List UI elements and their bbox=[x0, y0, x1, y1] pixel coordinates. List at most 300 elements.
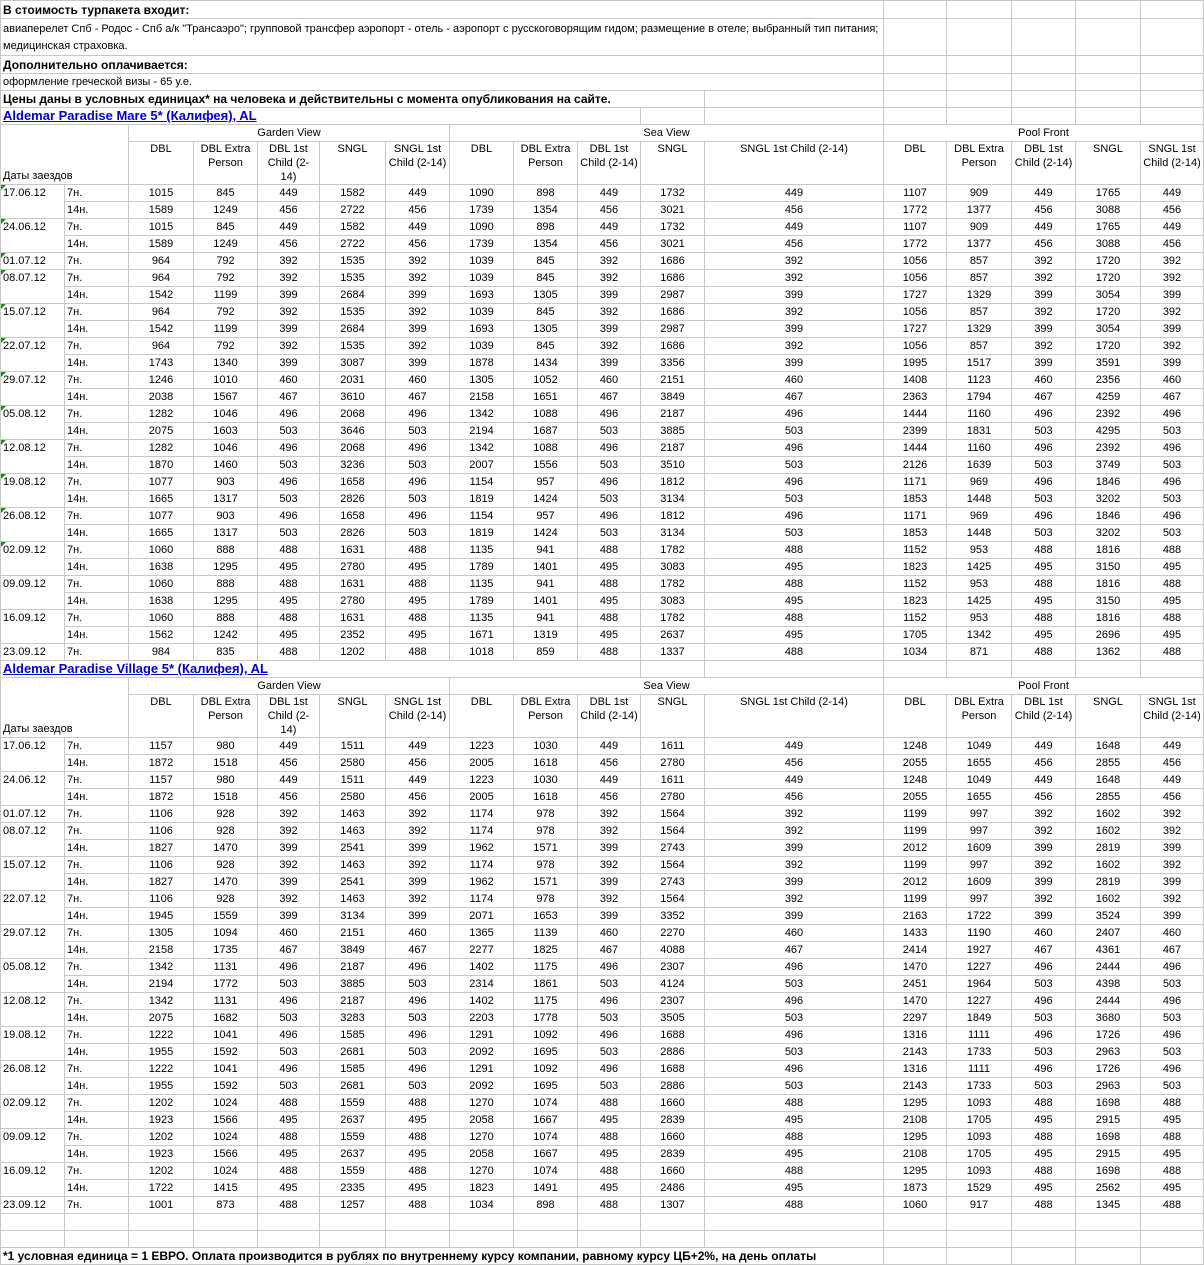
price-cell[interactable]: 1872 bbox=[129, 789, 194, 806]
price-cell[interactable]: 1074 bbox=[514, 1095, 578, 1112]
price-cell[interactable]: 1559 bbox=[320, 1095, 386, 1112]
price-cell[interactable]: 1106 bbox=[129, 806, 194, 823]
price-cell[interactable]: 1819 bbox=[450, 491, 514, 508]
empty-cell[interactable] bbox=[947, 108, 1012, 125]
price-cell[interactable]: 3088 bbox=[1076, 202, 1141, 219]
price-cell[interactable]: 456 bbox=[1012, 755, 1076, 772]
price-cell[interactable]: 3021 bbox=[641, 236, 705, 253]
price-cell[interactable]: 1955 bbox=[129, 1044, 194, 1061]
price-cell[interactable]: 449 bbox=[386, 738, 450, 755]
price-cell[interactable]: 1732 bbox=[641, 219, 705, 236]
price-cell[interactable]: 392 bbox=[1141, 270, 1204, 287]
price-cell[interactable]: 1365 bbox=[450, 925, 514, 942]
price-cell[interactable]: 2297 bbox=[884, 1010, 947, 1027]
price-cell[interactable]: 1342 bbox=[129, 959, 194, 976]
empty-cell[interactable] bbox=[884, 56, 947, 74]
price-cell[interactable]: 2855 bbox=[1076, 789, 1141, 806]
price-cell[interactable]: 449 bbox=[1141, 772, 1204, 789]
price-cell[interactable]: 392 bbox=[1012, 806, 1076, 823]
price-cell[interactable]: 2580 bbox=[320, 789, 386, 806]
price-cell[interactable]: 1111 bbox=[947, 1061, 1012, 1078]
price-cell[interactable]: 488 bbox=[705, 1095, 884, 1112]
price-cell[interactable]: 941 bbox=[514, 576, 578, 593]
price-cell[interactable]: 1695 bbox=[514, 1078, 578, 1095]
price-cell[interactable]: 399 bbox=[705, 287, 884, 304]
price-cell[interactable]: 503 bbox=[1141, 491, 1204, 508]
price-cell[interactable]: 399 bbox=[1141, 355, 1204, 372]
price-cell[interactable]: 449 bbox=[705, 772, 884, 789]
price-cell[interactable]: 503 bbox=[578, 976, 641, 993]
empty-cell[interactable] bbox=[1076, 56, 1141, 74]
price-cell[interactable]: 1305 bbox=[514, 321, 578, 338]
price-cell[interactable]: 1377 bbox=[947, 202, 1012, 219]
price-cell[interactable]: 1592 bbox=[194, 1044, 258, 1061]
price-cell[interactable]: 392 bbox=[1012, 857, 1076, 874]
price-cell[interactable]: 1853 bbox=[884, 525, 947, 542]
price-cell[interactable]: 1024 bbox=[194, 1163, 258, 1180]
price-cell[interactable]: 503 bbox=[1141, 525, 1204, 542]
price-cell[interactable]: 2915 bbox=[1076, 1146, 1141, 1163]
price-cell[interactable]: 495 bbox=[705, 1146, 884, 1163]
price-cell[interactable]: 873 bbox=[194, 1197, 258, 1214]
price-cell[interactable]: 503 bbox=[705, 491, 884, 508]
empty-cell[interactable] bbox=[884, 1248, 947, 1265]
price-cell[interactable]: 2681 bbox=[320, 1078, 386, 1095]
price-cell[interactable]: 1648 bbox=[1076, 772, 1141, 789]
price-cell[interactable]: 1018 bbox=[450, 644, 514, 661]
price-cell[interactable]: 503 bbox=[1012, 1010, 1076, 1027]
price-cell[interactable]: 399 bbox=[386, 874, 450, 891]
price-cell[interactable]: 496 bbox=[705, 406, 884, 423]
price-cell[interactable]: 1682 bbox=[194, 1010, 258, 1027]
price-cell[interactable]: 399 bbox=[705, 355, 884, 372]
price-cell[interactable]: 399 bbox=[1141, 874, 1204, 891]
price-cell[interactable]: 997 bbox=[947, 806, 1012, 823]
price-cell[interactable]: 1448 bbox=[947, 525, 1012, 542]
price-cell[interactable]: 495 bbox=[258, 627, 320, 644]
price-cell[interactable]: 2826 bbox=[320, 491, 386, 508]
price-cell[interactable]: 1056 bbox=[884, 338, 947, 355]
price-cell[interactable]: 488 bbox=[1141, 542, 1204, 559]
price-cell[interactable]: 392 bbox=[578, 304, 641, 321]
price-cell[interactable]: 496 bbox=[258, 406, 320, 423]
price-cell[interactable]: 1535 bbox=[320, 253, 386, 270]
price-cell[interactable]: 2696 bbox=[1076, 627, 1141, 644]
price-cell[interactable]: 503 bbox=[705, 457, 884, 474]
price-cell[interactable]: 3083 bbox=[641, 559, 705, 576]
price-cell[interactable]: 1092 bbox=[514, 1061, 578, 1078]
price-cell[interactable]: 503 bbox=[705, 1044, 884, 1061]
price-cell[interactable]: 488 bbox=[1012, 576, 1076, 593]
price-cell[interactable]: 1175 bbox=[514, 993, 578, 1010]
price-cell[interactable]: 1562 bbox=[129, 627, 194, 644]
price-cell[interactable]: 488 bbox=[386, 644, 450, 661]
price-cell[interactable]: 984 bbox=[129, 644, 194, 661]
price-cell[interactable]: 449 bbox=[1141, 219, 1204, 236]
price-cell[interactable]: 1425 bbox=[947, 559, 1012, 576]
price-cell[interactable]: 488 bbox=[1012, 1095, 1076, 1112]
price-cell[interactable]: 2352 bbox=[320, 627, 386, 644]
empty-cell[interactable] bbox=[884, 1214, 947, 1231]
price-cell[interactable]: 1257 bbox=[320, 1197, 386, 1214]
price-cell[interactable]: 1319 bbox=[514, 627, 578, 644]
price-cell[interactable]: 1074 bbox=[514, 1163, 578, 1180]
price-cell[interactable]: 2071 bbox=[450, 908, 514, 925]
price-cell[interactable]: 1131 bbox=[194, 959, 258, 976]
price-cell[interactable]: 1154 bbox=[450, 474, 514, 491]
price-cell[interactable]: 1433 bbox=[884, 925, 947, 942]
price-cell[interactable]: 503 bbox=[1012, 525, 1076, 542]
empty-cell[interactable] bbox=[641, 1231, 705, 1248]
price-cell[interactable]: 2163 bbox=[884, 908, 947, 925]
price-cell[interactable]: 1291 bbox=[450, 1061, 514, 1078]
price-cell[interactable]: 392 bbox=[705, 857, 884, 874]
price-cell[interactable]: 399 bbox=[705, 840, 884, 857]
price-cell[interactable]: 1282 bbox=[129, 440, 194, 457]
price-cell[interactable]: 1651 bbox=[514, 389, 578, 406]
price-cell[interactable]: 488 bbox=[705, 1197, 884, 1214]
price-cell[interactable]: 1602 bbox=[1076, 857, 1141, 874]
price-cell[interactable]: 503 bbox=[1141, 1044, 1204, 1061]
empty-cell[interactable] bbox=[1141, 56, 1204, 74]
price-cell[interactable]: 1571 bbox=[514, 840, 578, 857]
empty-cell[interactable] bbox=[1012, 1, 1076, 19]
price-cell[interactable]: 456 bbox=[258, 755, 320, 772]
price-cell[interactable]: 4124 bbox=[641, 976, 705, 993]
price-cell[interactable]: 488 bbox=[1012, 644, 1076, 661]
price-cell[interactable]: 964 bbox=[129, 304, 194, 321]
price-cell[interactable]: 1823 bbox=[450, 1180, 514, 1197]
price-cell[interactable]: 941 bbox=[514, 610, 578, 627]
price-cell[interactable]: 503 bbox=[1012, 1078, 1076, 1095]
price-cell[interactable]: 392 bbox=[705, 806, 884, 823]
price-cell[interactable]: 1648 bbox=[1076, 738, 1141, 755]
price-cell[interactable]: 1631 bbox=[320, 576, 386, 593]
price-cell[interactable]: 997 bbox=[947, 857, 1012, 874]
price-cell[interactable]: 496 bbox=[386, 440, 450, 457]
price-cell[interactable]: 2158 bbox=[450, 389, 514, 406]
price-cell[interactable]: 496 bbox=[386, 959, 450, 976]
empty-cell[interactable] bbox=[1141, 1214, 1204, 1231]
price-cell[interactable]: 3202 bbox=[1076, 525, 1141, 542]
empty-cell[interactable] bbox=[1141, 91, 1204, 108]
price-cell[interactable]: 2392 bbox=[1076, 440, 1141, 457]
price-cell[interactable]: 456 bbox=[386, 789, 450, 806]
price-cell[interactable]: 1927 bbox=[947, 942, 1012, 959]
price-cell[interactable]: 467 bbox=[578, 389, 641, 406]
price-cell[interactable]: 392 bbox=[705, 270, 884, 287]
price-cell[interactable]: 859 bbox=[514, 644, 578, 661]
empty-cell[interactable] bbox=[641, 1214, 705, 1231]
price-cell[interactable]: 1135 bbox=[450, 610, 514, 627]
price-cell[interactable]: 1511 bbox=[320, 772, 386, 789]
price-cell[interactable]: 1782 bbox=[641, 576, 705, 593]
price-cell[interactable]: 495 bbox=[578, 627, 641, 644]
price-cell[interactable]: 456 bbox=[1141, 789, 1204, 806]
price-cell[interactable]: 503 bbox=[1012, 1044, 1076, 1061]
price-cell[interactable]: 1024 bbox=[194, 1095, 258, 1112]
price-cell[interactable]: 1202 bbox=[320, 644, 386, 661]
price-cell[interactable]: 1827 bbox=[129, 840, 194, 857]
price-cell[interactable]: 488 bbox=[1012, 1197, 1076, 1214]
price-cell[interactable]: 2187 bbox=[320, 993, 386, 1010]
empty-cell[interactable] bbox=[386, 1214, 450, 1231]
empty-cell[interactable] bbox=[947, 1248, 1012, 1265]
price-cell[interactable]: 3087 bbox=[320, 355, 386, 372]
price-cell[interactable]: 456 bbox=[1141, 236, 1204, 253]
price-cell[interactable]: 392 bbox=[386, 806, 450, 823]
price-cell[interactable]: 495 bbox=[705, 559, 884, 576]
price-cell[interactable]: 2075 bbox=[129, 423, 194, 440]
price-cell[interactable]: 1559 bbox=[320, 1163, 386, 1180]
empty-cell[interactable] bbox=[1141, 19, 1204, 56]
price-cell[interactable]: 496 bbox=[1141, 1061, 1204, 1078]
price-cell[interactable]: 1602 bbox=[1076, 823, 1141, 840]
price-cell[interactable]: 392 bbox=[258, 253, 320, 270]
hotel-title-link[interactable]: Aldemar Paradise Village 5* (Калифея), AL bbox=[1, 661, 641, 678]
price-cell[interactable]: 1157 bbox=[129, 738, 194, 755]
price-cell[interactable]: 399 bbox=[1012, 908, 1076, 925]
price-cell[interactable]: 392 bbox=[258, 857, 320, 874]
price-cell[interactable]: 2058 bbox=[450, 1112, 514, 1129]
empty-cell[interactable] bbox=[947, 91, 1012, 108]
price-cell[interactable]: 399 bbox=[578, 874, 641, 891]
price-cell[interactable]: 495 bbox=[1012, 1146, 1076, 1163]
price-cell[interactable]: 503 bbox=[386, 491, 450, 508]
empty-cell[interactable] bbox=[1076, 1248, 1141, 1265]
price-cell[interactable]: 496 bbox=[705, 1061, 884, 1078]
price-cell[interactable]: 2055 bbox=[884, 755, 947, 772]
price-cell[interactable]: 2055 bbox=[884, 789, 947, 806]
price-cell[interactable]: 488 bbox=[258, 610, 320, 627]
price-cell[interactable]: 467 bbox=[705, 942, 884, 959]
price-cell[interactable]: 488 bbox=[386, 1197, 450, 1214]
price-cell[interactable]: 488 bbox=[386, 1163, 450, 1180]
price-cell[interactable]: 1618 bbox=[514, 789, 578, 806]
price-cell[interactable]: 495 bbox=[578, 559, 641, 576]
price-cell[interactable]: 496 bbox=[1012, 406, 1076, 423]
price-cell[interactable]: 1609 bbox=[947, 840, 1012, 857]
price-cell[interactable]: 503 bbox=[578, 423, 641, 440]
empty-cell[interactable] bbox=[1012, 1231, 1076, 1248]
empty-cell[interactable] bbox=[320, 1214, 386, 1231]
empty-cell[interactable] bbox=[705, 661, 884, 678]
price-cell[interactable]: 2007 bbox=[450, 457, 514, 474]
price-cell[interactable]: 495 bbox=[1141, 627, 1204, 644]
price-cell[interactable]: 1354 bbox=[514, 236, 578, 253]
price-cell[interactable]: 1631 bbox=[320, 542, 386, 559]
price-cell[interactable]: 503 bbox=[258, 1010, 320, 1027]
price-cell[interactable]: 3849 bbox=[641, 389, 705, 406]
price-cell[interactable]: 1567 bbox=[194, 389, 258, 406]
price-cell[interactable]: 488 bbox=[1141, 644, 1204, 661]
price-cell[interactable]: 1010 bbox=[194, 372, 258, 389]
empty-cell[interactable] bbox=[947, 19, 1012, 56]
price-cell[interactable]: 2780 bbox=[320, 593, 386, 610]
price-cell[interactable]: 1039 bbox=[450, 270, 514, 287]
price-cell[interactable]: 2743 bbox=[641, 840, 705, 857]
price-cell[interactable]: 1639 bbox=[947, 457, 1012, 474]
price-cell[interactable]: 1227 bbox=[947, 959, 1012, 976]
price-cell[interactable]: 1448 bbox=[947, 491, 1012, 508]
price-cell[interactable]: 2780 bbox=[641, 789, 705, 806]
price-cell[interactable]: 2855 bbox=[1076, 755, 1141, 772]
price-cell[interactable]: 845 bbox=[194, 219, 258, 236]
price-cell[interactable]: 4361 bbox=[1076, 942, 1141, 959]
price-cell[interactable]: 1846 bbox=[1076, 474, 1141, 491]
price-cell[interactable]: 1686 bbox=[641, 338, 705, 355]
price-cell[interactable]: 496 bbox=[1141, 406, 1204, 423]
price-cell[interactable]: 399 bbox=[705, 321, 884, 338]
price-cell[interactable]: 2444 bbox=[1076, 993, 1141, 1010]
price-cell[interactable]: 503 bbox=[386, 525, 450, 542]
price-cell[interactable]: 871 bbox=[947, 644, 1012, 661]
price-cell[interactable]: 1199 bbox=[884, 806, 947, 823]
price-cell[interactable]: 2562 bbox=[1076, 1180, 1141, 1197]
price-cell[interactable]: 392 bbox=[258, 270, 320, 287]
price-cell[interactable]: 845 bbox=[514, 253, 578, 270]
price-cell[interactable]: 888 bbox=[194, 610, 258, 627]
price-cell[interactable]: 2158 bbox=[129, 942, 194, 959]
price-cell[interactable]: 392 bbox=[1141, 253, 1204, 270]
price-cell[interactable]: 496 bbox=[1012, 474, 1076, 491]
price-cell[interactable]: 488 bbox=[578, 1163, 641, 1180]
empty-cell[interactable] bbox=[1076, 661, 1141, 678]
empty-cell[interactable] bbox=[1012, 74, 1076, 91]
price-cell[interactable]: 392 bbox=[578, 270, 641, 287]
price-cell[interactable]: 503 bbox=[386, 1044, 450, 1061]
price-cell[interactable]: 1564 bbox=[641, 891, 705, 908]
price-cell[interactable]: 2819 bbox=[1076, 840, 1141, 857]
price-cell[interactable]: 495 bbox=[578, 593, 641, 610]
price-cell[interactable]: 460 bbox=[705, 925, 884, 942]
price-cell[interactable]: 449 bbox=[705, 185, 884, 202]
price-cell[interactable]: 1687 bbox=[514, 423, 578, 440]
price-cell[interactable]: 399 bbox=[258, 874, 320, 891]
price-cell[interactable]: 467 bbox=[1012, 389, 1076, 406]
price-cell[interactable]: 1686 bbox=[641, 270, 705, 287]
price-cell[interactable]: 392 bbox=[578, 823, 641, 840]
empty-cell[interactable] bbox=[641, 108, 705, 125]
empty-cell[interactable] bbox=[65, 1231, 129, 1248]
empty-cell[interactable] bbox=[1012, 661, 1076, 678]
price-cell[interactable]: 1342 bbox=[450, 440, 514, 457]
price-cell[interactable]: 2743 bbox=[641, 874, 705, 891]
price-cell[interactable]: 449 bbox=[578, 772, 641, 789]
price-cell[interactable]: 903 bbox=[194, 474, 258, 491]
empty-cell[interactable] bbox=[1141, 1248, 1204, 1265]
price-cell[interactable]: 496 bbox=[1141, 474, 1204, 491]
price-cell[interactable]: 792 bbox=[194, 304, 258, 321]
price-cell[interactable]: 392 bbox=[1012, 304, 1076, 321]
price-cell[interactable]: 503 bbox=[258, 976, 320, 993]
price-cell[interactable]: 399 bbox=[386, 908, 450, 925]
empty-cell[interactable] bbox=[578, 1214, 641, 1231]
price-cell[interactable]: 1772 bbox=[884, 236, 947, 253]
price-cell[interactable]: 488 bbox=[705, 644, 884, 661]
price-cell[interactable]: 928 bbox=[194, 891, 258, 908]
price-cell[interactable]: 857 bbox=[947, 253, 1012, 270]
price-cell[interactable]: 399 bbox=[578, 321, 641, 338]
price-cell[interactable]: 1667 bbox=[514, 1112, 578, 1129]
price-cell[interactable]: 1789 bbox=[450, 559, 514, 576]
price-cell[interactable]: 1955 bbox=[129, 1078, 194, 1095]
price-cell[interactable]: 1190 bbox=[947, 925, 1012, 942]
price-cell[interactable]: 1463 bbox=[320, 806, 386, 823]
price-cell[interactable]: 1688 bbox=[641, 1061, 705, 1078]
price-cell[interactable]: 1693 bbox=[450, 287, 514, 304]
price-cell[interactable]: 488 bbox=[1012, 610, 1076, 627]
price-cell[interactable]: 1135 bbox=[450, 576, 514, 593]
price-cell[interactable]: 957 bbox=[514, 474, 578, 491]
price-cell[interactable]: 399 bbox=[1012, 874, 1076, 891]
price-cell[interactable]: 488 bbox=[1141, 576, 1204, 593]
price-cell[interactable]: 1199 bbox=[884, 823, 947, 840]
price-cell[interactable]: 456 bbox=[705, 202, 884, 219]
price-cell[interactable]: 1853 bbox=[884, 491, 947, 508]
price-cell[interactable]: 1202 bbox=[129, 1129, 194, 1146]
price-cell[interactable]: 845 bbox=[194, 185, 258, 202]
price-cell[interactable]: 496 bbox=[578, 474, 641, 491]
price-cell[interactable]: 1535 bbox=[320, 338, 386, 355]
price-cell[interactable]: 496 bbox=[258, 440, 320, 457]
price-cell[interactable]: 449 bbox=[258, 772, 320, 789]
price-cell[interactable]: 1077 bbox=[129, 508, 194, 525]
price-cell[interactable]: 2005 bbox=[450, 755, 514, 772]
price-cell[interactable]: 488 bbox=[386, 610, 450, 627]
price-cell[interactable]: 1566 bbox=[194, 1112, 258, 1129]
price-cell[interactable]: 1727 bbox=[884, 321, 947, 338]
price-cell[interactable]: 1093 bbox=[947, 1163, 1012, 1180]
price-cell[interactable]: 1686 bbox=[641, 253, 705, 270]
price-cell[interactable]: 1727 bbox=[884, 287, 947, 304]
price-cell[interactable]: 1106 bbox=[129, 823, 194, 840]
price-cell[interactable]: 456 bbox=[705, 755, 884, 772]
price-cell[interactable]: 399 bbox=[578, 908, 641, 925]
price-cell[interactable]: 503 bbox=[258, 1044, 320, 1061]
price-cell[interactable]: 503 bbox=[386, 423, 450, 440]
price-cell[interactable]: 969 bbox=[947, 508, 1012, 525]
price-cell[interactable]: 1093 bbox=[947, 1095, 1012, 1112]
price-cell[interactable]: 399 bbox=[258, 840, 320, 857]
price-cell[interactable]: 1698 bbox=[1076, 1129, 1141, 1146]
price-cell[interactable]: 4088 bbox=[641, 942, 705, 959]
price-cell[interactable]: 449 bbox=[705, 219, 884, 236]
price-cell[interactable]: 1246 bbox=[129, 372, 194, 389]
price-cell[interactable]: 928 bbox=[194, 857, 258, 874]
price-cell[interactable]: 1671 bbox=[450, 627, 514, 644]
price-cell[interactable]: 3749 bbox=[1076, 457, 1141, 474]
price-cell[interactable]: 2684 bbox=[320, 287, 386, 304]
empty-cell[interactable] bbox=[705, 91, 884, 108]
price-cell[interactable]: 1765 bbox=[1076, 185, 1141, 202]
price-cell[interactable]: 488 bbox=[258, 1163, 320, 1180]
price-cell[interactable]: 460 bbox=[258, 372, 320, 389]
price-cell[interactable]: 1638 bbox=[129, 559, 194, 576]
price-cell[interactable]: 3088 bbox=[1076, 236, 1141, 253]
price-cell[interactable]: 399 bbox=[1012, 355, 1076, 372]
price-cell[interactable]: 449 bbox=[578, 185, 641, 202]
price-cell[interactable]: 857 bbox=[947, 338, 1012, 355]
price-cell[interactable]: 997 bbox=[947, 891, 1012, 908]
price-cell[interactable]: 2058 bbox=[450, 1146, 514, 1163]
empty-cell[interactable] bbox=[514, 1214, 578, 1231]
price-cell[interactable]: 1307 bbox=[641, 1197, 705, 1214]
price-cell[interactable]: 2187 bbox=[641, 406, 705, 423]
price-cell[interactable]: 1698 bbox=[1076, 1163, 1141, 1180]
price-cell[interactable]: 392 bbox=[258, 338, 320, 355]
price-cell[interactable]: 488 bbox=[1141, 610, 1204, 627]
